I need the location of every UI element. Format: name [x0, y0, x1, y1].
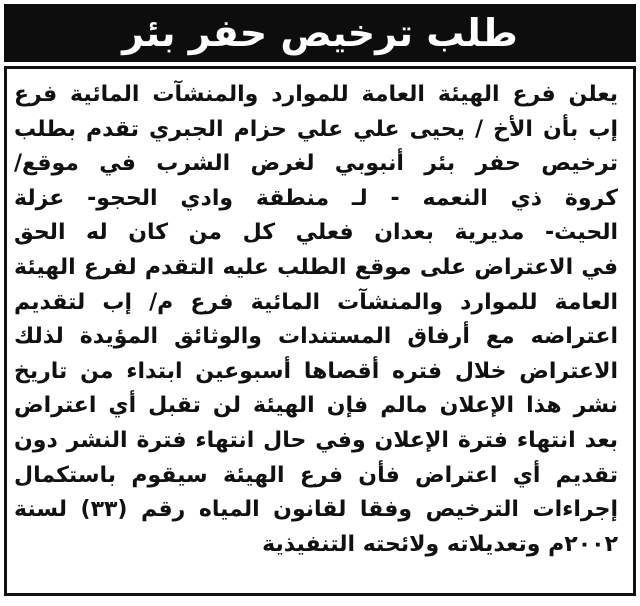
body-line: إب بأن الأخ / يحيى علي علي حزام الجبري تقدم بطلب — [14, 116, 618, 142]
body-line: الحيث- مديرية بعدان فعلي كل من كان له الحق — [14, 220, 618, 246]
body-line: العامة للموارد والمنشآت المائية فرع م/ إب لتقديم — [14, 289, 618, 315]
body-line: إجراءات الترخيص وفقا لقانون المياه رقم (٣٣) لسنة — [14, 497, 618, 523]
body-line: الاعتراض خلال فتره أقصاها أسبوعين ابتداء من تاريخ — [14, 358, 618, 384]
body-line: كروة ذي النعمه - لـ منطقة وادي الحجو- عزلة — [14, 185, 618, 211]
body-line: ترخيص حفر بئر أنبوبي لغرض الشرب في موقع/ — [14, 151, 618, 177]
body-line: في الاعتراض على موقع الطلب عليه التقدم لفرع الهيئة — [14, 254, 618, 280]
body-line: اعتراضه مع أرفاق المستندات والوثائق المؤيدة لذلك — [14, 324, 618, 350]
title-banner — [4, 4, 636, 62]
notice-title: طلب ترخيص حفر بئر — [122, 11, 518, 55]
notice-body — [14, 78, 618, 562]
body-line: تقديم أي اعتراض فأن فرع الهيئة سيقوم باستكمال — [14, 462, 618, 488]
body-line: بعد انتهاء فترة الإعلان وفي حال انتهاء فترة النشر دون — [14, 427, 618, 453]
body-line: يعلن فرع الهيئة العامة للموارد والمنشآت المائية فرع — [14, 82, 618, 107]
body-line: ٢٠٠٢م وتعديلاته ولائحته التنفيذية — [262, 531, 618, 557]
body-line: نشر هذا الإعلان مالم فإن الهيئة لن تقبل أي اعتراض — [14, 393, 618, 419]
